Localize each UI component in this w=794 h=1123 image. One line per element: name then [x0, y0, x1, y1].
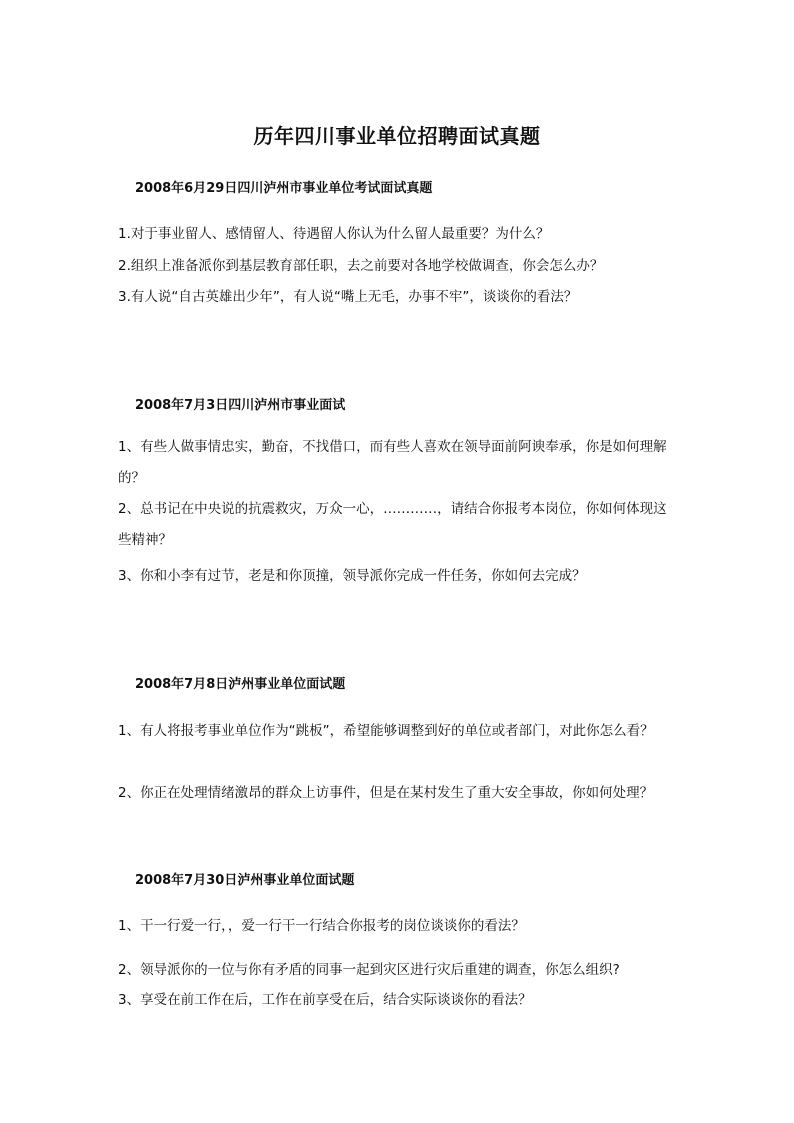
question-item: 1.对于事业留人、感情留人、待遇留人你认为什么留人最重要？为什么？: [118, 226, 550, 242]
question-item: 2.组织上准备派你到基层教育部任职，去之前要对各地学校做调查，你会怎么办？: [118, 258, 604, 274]
section-heading: 2008年7月3日四川泸州市事业面试: [135, 398, 346, 413]
question-item: 1、干一行爱一行，，爱一行干一行结合你报考的岗位谈谈你的看法？: [118, 918, 525, 934]
question-item: 3、享受在前工作在后，工作在前享受在后，结合实际谈谈你的看法？: [118, 992, 532, 1008]
question-item: 2、总书记在中央说的抗震救灾，万众一心，…………，请结合你报考本岗位，你如何体现这些精神？: [118, 501, 667, 548]
section-heading: 2008年6月29日四川泸州市事业单位考试面试真题: [135, 181, 433, 196]
question-item: 1、有些人做事情忠实，勤奋，不找借口，而有些人喜欢在领导面前阿谀奉承，你是如何理解的？: [118, 439, 667, 486]
question-item: 3、你和小李有过节，老是和你顶撞，领导派你完成一件任务，你如何去完成？: [118, 568, 586, 584]
question-item: 3.有人说“自古英雄出少年”，有人说“嘴上无毛，办事不牢”，谈谈你的看法？: [118, 289, 578, 305]
question-item: 2、领导派你的一位与你有矛盾的同事一起到灾区进行灾后重建的调查，你怎么组织?: [118, 962, 620, 978]
section-heading: 2008年7月8日泸州事业单位面试题: [135, 677, 346, 692]
question-item: 1、有人将报考事业单位作为“跳板”，希望能够调整到好的单位或者部门，对此你怎么看？: [118, 723, 654, 739]
document-title: 历年四川事业单位招聘面试真题: [253, 124, 541, 148]
question-item: 2、你正在处理情绪激昂的群众上访事件，但是在某村发生了重大安全事故，你如何处理？: [118, 785, 654, 801]
section-heading: 2008年7月30日泸州事业单位面试题: [135, 873, 355, 888]
